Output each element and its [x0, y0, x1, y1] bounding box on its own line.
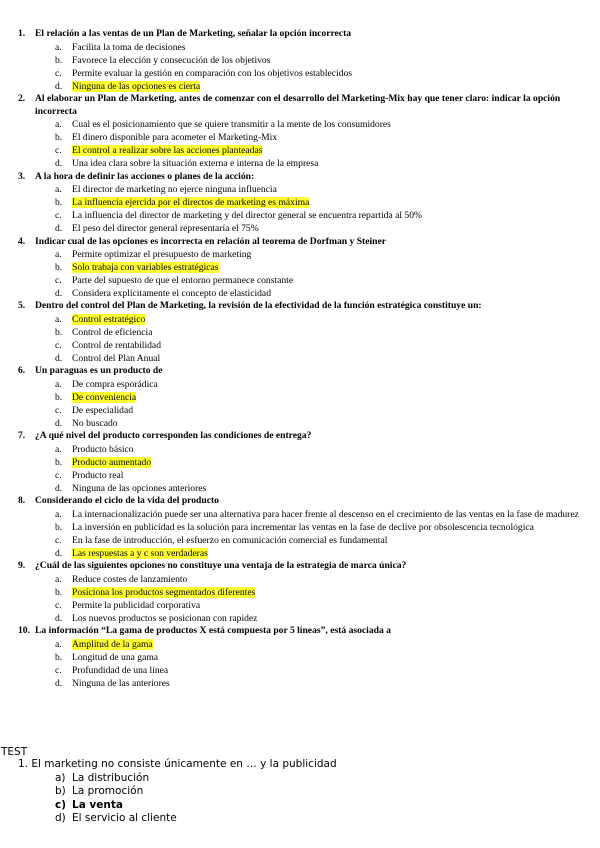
- question-title: [0, 495, 600, 508]
- option-text: Los nuevos productos se posicionan con rapidez: [72, 613, 258, 625]
- highlighted-answer: Amplitud de la gama: [72, 638, 153, 650]
- option-letter: d.: [55, 353, 63, 365]
- option-text: Permite la publicidad corporativa: [72, 600, 201, 612]
- option-text: Una idea clara sobre la situación externa e interna de la empresa: [72, 158, 319, 170]
- answer-option: [0, 469, 600, 482]
- answer-option: [0, 248, 600, 261]
- answer-option: [0, 443, 600, 456]
- test-question-number: 1.: [18, 758, 29, 770]
- test-option-text: La promoción: [72, 785, 144, 798]
- answer-option: [0, 54, 600, 67]
- answer-option: [0, 326, 600, 339]
- option-text: Producto real: [72, 470, 124, 482]
- answer-option: [0, 651, 600, 664]
- highlighted-answer: Control estratégico: [72, 314, 146, 326]
- highlighted-answer: Solo trabaja con variables estratégicas: [72, 262, 219, 274]
- highlighted-answer: Posiciona los productos segmentados diferentes: [72, 587, 256, 599]
- answer-option: [0, 80, 600, 93]
- quiz-document: [0, 28, 600, 690]
- option-text: Permite optimizar el presupuesto de marketing: [72, 249, 252, 261]
- answer-option: [0, 677, 600, 690]
- question-title: [0, 236, 600, 249]
- answer-option: [0, 638, 600, 651]
- test-correct-answer: [0, 799, 600, 813]
- answer-option: [0, 209, 600, 222]
- answer-option: [0, 157, 600, 170]
- question-6: [0, 365, 600, 430]
- option-text: El peso del director general representaría el 75%: [72, 223, 259, 235]
- option-letter: d.: [55, 288, 63, 300]
- option-text: La influencia del director de marketing y del director general se encuentra repartida al 50%: [72, 210, 423, 222]
- answer-option: [0, 261, 600, 274]
- answer-option: [0, 378, 600, 391]
- question-title: [0, 93, 600, 118]
- option-text: Cual es el posicionamiento que se quiere transmitir a la mente de los consumidores: [72, 119, 391, 131]
- question-number: 8.: [18, 495, 26, 507]
- test-option-letter: a): [55, 771, 66, 784]
- highlighted-answer: El control a realizar sobre las acciones planteadas: [72, 145, 263, 157]
- question-5: [0, 300, 600, 365]
- answer-option: [0, 352, 600, 365]
- highlighted-answer: Las respuestas a y c son verdaderas: [72, 548, 208, 560]
- question-number: 1.: [18, 28, 26, 39]
- answer-option: [0, 222, 600, 235]
- option-letter: c.: [55, 275, 62, 287]
- question-title: [0, 28, 600, 41]
- option-text: En la fase de introducción, el esfuerzo en comunicación comercial es fundamental: [72, 535, 388, 547]
- answer-option: [0, 313, 600, 326]
- option-text: Control de rentabilidad: [72, 340, 161, 352]
- question-text: ¿A qué nivel del producto corresponden las condiciones de entrega?: [35, 430, 312, 442]
- option-letter: b.: [55, 522, 63, 534]
- answer-option: [0, 417, 600, 430]
- question-text: Indicar cual de las opciones es incorrecta en relación al teorema de Dorfman y Steiner: [35, 235, 387, 247]
- test-question-list: [0, 758, 600, 826]
- question-9: [0, 560, 600, 625]
- option-letter: b.: [55, 54, 63, 66]
- question-text: Dentro del control del Plan de Marketing, la revisión de la efectividad de la función estratégica constituye un:: [35, 300, 482, 312]
- test-heading: TEST: [1, 746, 28, 758]
- highlighted-answer: De conveniencia: [72, 392, 137, 404]
- option-text: Favorece la elección y consecución de los objetivos: [72, 54, 271, 66]
- option-text: Producto básico: [72, 444, 134, 455]
- option-letter: c.: [55, 470, 62, 482]
- option-letter: a.: [55, 573, 62, 585]
- question-number: 10.: [18, 625, 30, 637]
- highlighted-answer: Producto aumentado: [72, 457, 152, 469]
- answer-option: [0, 41, 600, 54]
- option-text: Considera explícitamente el concepto de elasticidad: [72, 288, 271, 300]
- question-text: Considerando el ciclo de la vida del producto: [35, 495, 219, 507]
- answer-option: [0, 547, 600, 560]
- question-2: [0, 93, 600, 171]
- test-option-text: La distribución: [72, 771, 150, 784]
- answer-option: [0, 456, 600, 469]
- option-letter: c.: [55, 340, 62, 352]
- highlighted-answer: La influencia ejercida por el directos de marketing es máxima: [72, 197, 310, 209]
- question-number: 3.: [18, 170, 26, 182]
- option-text: El director de marketing no ejerce ninguna influencia: [72, 184, 277, 196]
- option-text: El dinero disponible para acometer el Marketing-Mix: [72, 132, 278, 144]
- question-title: [0, 365, 600, 378]
- question-7: [0, 430, 600, 495]
- option-letter: d.: [55, 678, 63, 690]
- option-letter: b.: [55, 587, 63, 599]
- question-number: 7.: [18, 430, 26, 442]
- answer-option: [0, 586, 600, 599]
- option-text: Profundidad de una línea: [72, 665, 169, 677]
- option-letter: a.: [55, 638, 62, 650]
- option-text: Control de eficiencia: [72, 327, 153, 339]
- question-8: [0, 495, 600, 560]
- test-option-letter: d): [55, 812, 66, 825]
- option-letter: d.: [55, 223, 63, 235]
- answer-option: [0, 144, 600, 157]
- option-letter: c.: [55, 600, 62, 612]
- question-title: [0, 171, 600, 184]
- question-title: [0, 430, 600, 443]
- option-text: La internacionalización puede ser una alternativa para hacer frente al descenso en el crecimiento de las ventas en la fase de madurez: [72, 508, 579, 520]
- question-number: 2.: [18, 92, 26, 104]
- option-letter: b.: [55, 262, 63, 274]
- answer-option: [0, 196, 600, 209]
- option-letter: c.: [55, 67, 62, 79]
- question-title: [0, 625, 600, 638]
- answer-option: [0, 131, 600, 144]
- option-letter: d.: [55, 548, 63, 560]
- option-letter: b.: [55, 392, 63, 404]
- answer-option: [0, 274, 600, 287]
- option-letter: a.: [55, 184, 62, 196]
- option-letter: d.: [55, 483, 63, 495]
- question-number: 4.: [18, 235, 26, 247]
- question-text: A la hora de definir las acciones o planes de la acción:: [35, 170, 255, 182]
- option-text: Facilita la toma de decisiones: [72, 41, 186, 53]
- answer-option: [0, 664, 600, 677]
- test-section: [0, 746, 600, 826]
- test-question: [0, 758, 600, 772]
- answer-option: [0, 118, 600, 131]
- option-letter: a.: [55, 508, 62, 520]
- option-letter: b.: [55, 327, 63, 339]
- option-text: Longitud de una gama: [72, 652, 159, 663]
- answer-option: [0, 599, 600, 612]
- test-question-text: El marketing no consiste únicamente en … y la publicidad: [31, 758, 337, 770]
- answer-option: [0, 534, 600, 547]
- option-text: Permite evaluar la gestión en comparación con los objetivos establecidos: [72, 67, 352, 79]
- question-text: Un paraguas es un producto de: [35, 365, 163, 377]
- option-text: Parte del supuesto de que el entorno permanece constante: [72, 275, 294, 287]
- answer-option: [0, 339, 600, 352]
- question-4: [0, 236, 600, 301]
- question-text: ¿Cuál de las siguientes opciones no constituye una ventaja de la estrategia de marca única?: [35, 560, 407, 572]
- option-letter: c.: [55, 535, 62, 547]
- question-text: La información “La gama de productos X está compuesta por 5 líneas”, está asociada a: [35, 625, 391, 637]
- option-text: No buscado: [72, 418, 118, 430]
- option-text: De especialidad: [72, 405, 133, 417]
- answer-option: [0, 183, 600, 196]
- answer-option: [0, 612, 600, 625]
- question-text: Al elaborar un Plan de Marketing, antes de comenzar con el desarrollo del Marketing-Mix hay que tener claro: indicar la opción incorrecta: [35, 92, 561, 117]
- question-3: [0, 171, 600, 236]
- answer-option: [0, 287, 600, 300]
- option-letter: b.: [55, 652, 63, 663]
- test-option-letter: c): [55, 798, 67, 811]
- option-letter: b.: [55, 132, 63, 144]
- option-letter: c.: [55, 145, 62, 157]
- answer-option: [0, 508, 600, 521]
- option-text: Control del Plan Anual: [72, 353, 161, 365]
- option-text: De compra esporádica: [72, 379, 158, 391]
- option-letter: c.: [55, 665, 62, 677]
- option-letter: a.: [55, 41, 62, 53]
- question-10: [0, 625, 600, 690]
- highlighted-answer: Ninguna de las opciones es cierta: [72, 80, 201, 92]
- question-title: [0, 560, 600, 573]
- answer-option: [0, 482, 600, 495]
- option-letter: c.: [55, 210, 62, 222]
- option-text: La inversión en publicidad es la solución para incrementar las ventas en la fase de declive por obsolescencia tecnológica: [72, 522, 534, 534]
- answer-option: [0, 521, 600, 534]
- option-letter: a.: [55, 379, 62, 391]
- question-number: 6.: [18, 365, 26, 377]
- answer-option: [0, 404, 600, 417]
- test-answer-option: [0, 812, 600, 826]
- option-letter: c.: [55, 405, 62, 417]
- test-option-text: El servicio al cliente: [72, 812, 177, 825]
- option-letter: d.: [55, 613, 63, 625]
- answer-option: [0, 573, 600, 586]
- test-answer-option: [0, 772, 600, 786]
- option-letter: a.: [55, 119, 62, 131]
- test-option-text: La venta: [72, 798, 123, 811]
- option-letter: d.: [55, 80, 63, 92]
- option-letter: d.: [55, 158, 63, 170]
- test-option-letter: b): [55, 785, 66, 798]
- test-answer-option: [0, 785, 600, 799]
- option-letter: b.: [55, 197, 63, 209]
- question-number: 5.: [18, 300, 26, 312]
- option-letter: a.: [55, 444, 62, 455]
- option-text: Reduce costes de lanzamiento: [72, 573, 188, 585]
- question-1: [0, 28, 600, 93]
- question-text: El relación a las ventas de un Plan de Marketing, señalar la opción incorrecta: [35, 28, 352, 39]
- question-title: [0, 300, 600, 313]
- option-letter: a.: [55, 314, 62, 326]
- option-letter: a.: [55, 249, 62, 261]
- answer-option: [0, 391, 600, 404]
- option-text: Ninguna de las anteriores: [72, 678, 170, 690]
- option-letter: b.: [55, 457, 63, 469]
- question-number: 9.: [18, 560, 26, 572]
- option-text: Ninguna de las opciones anteriores: [72, 483, 207, 495]
- option-letter: d.: [55, 418, 63, 430]
- answer-option: [0, 67, 600, 80]
